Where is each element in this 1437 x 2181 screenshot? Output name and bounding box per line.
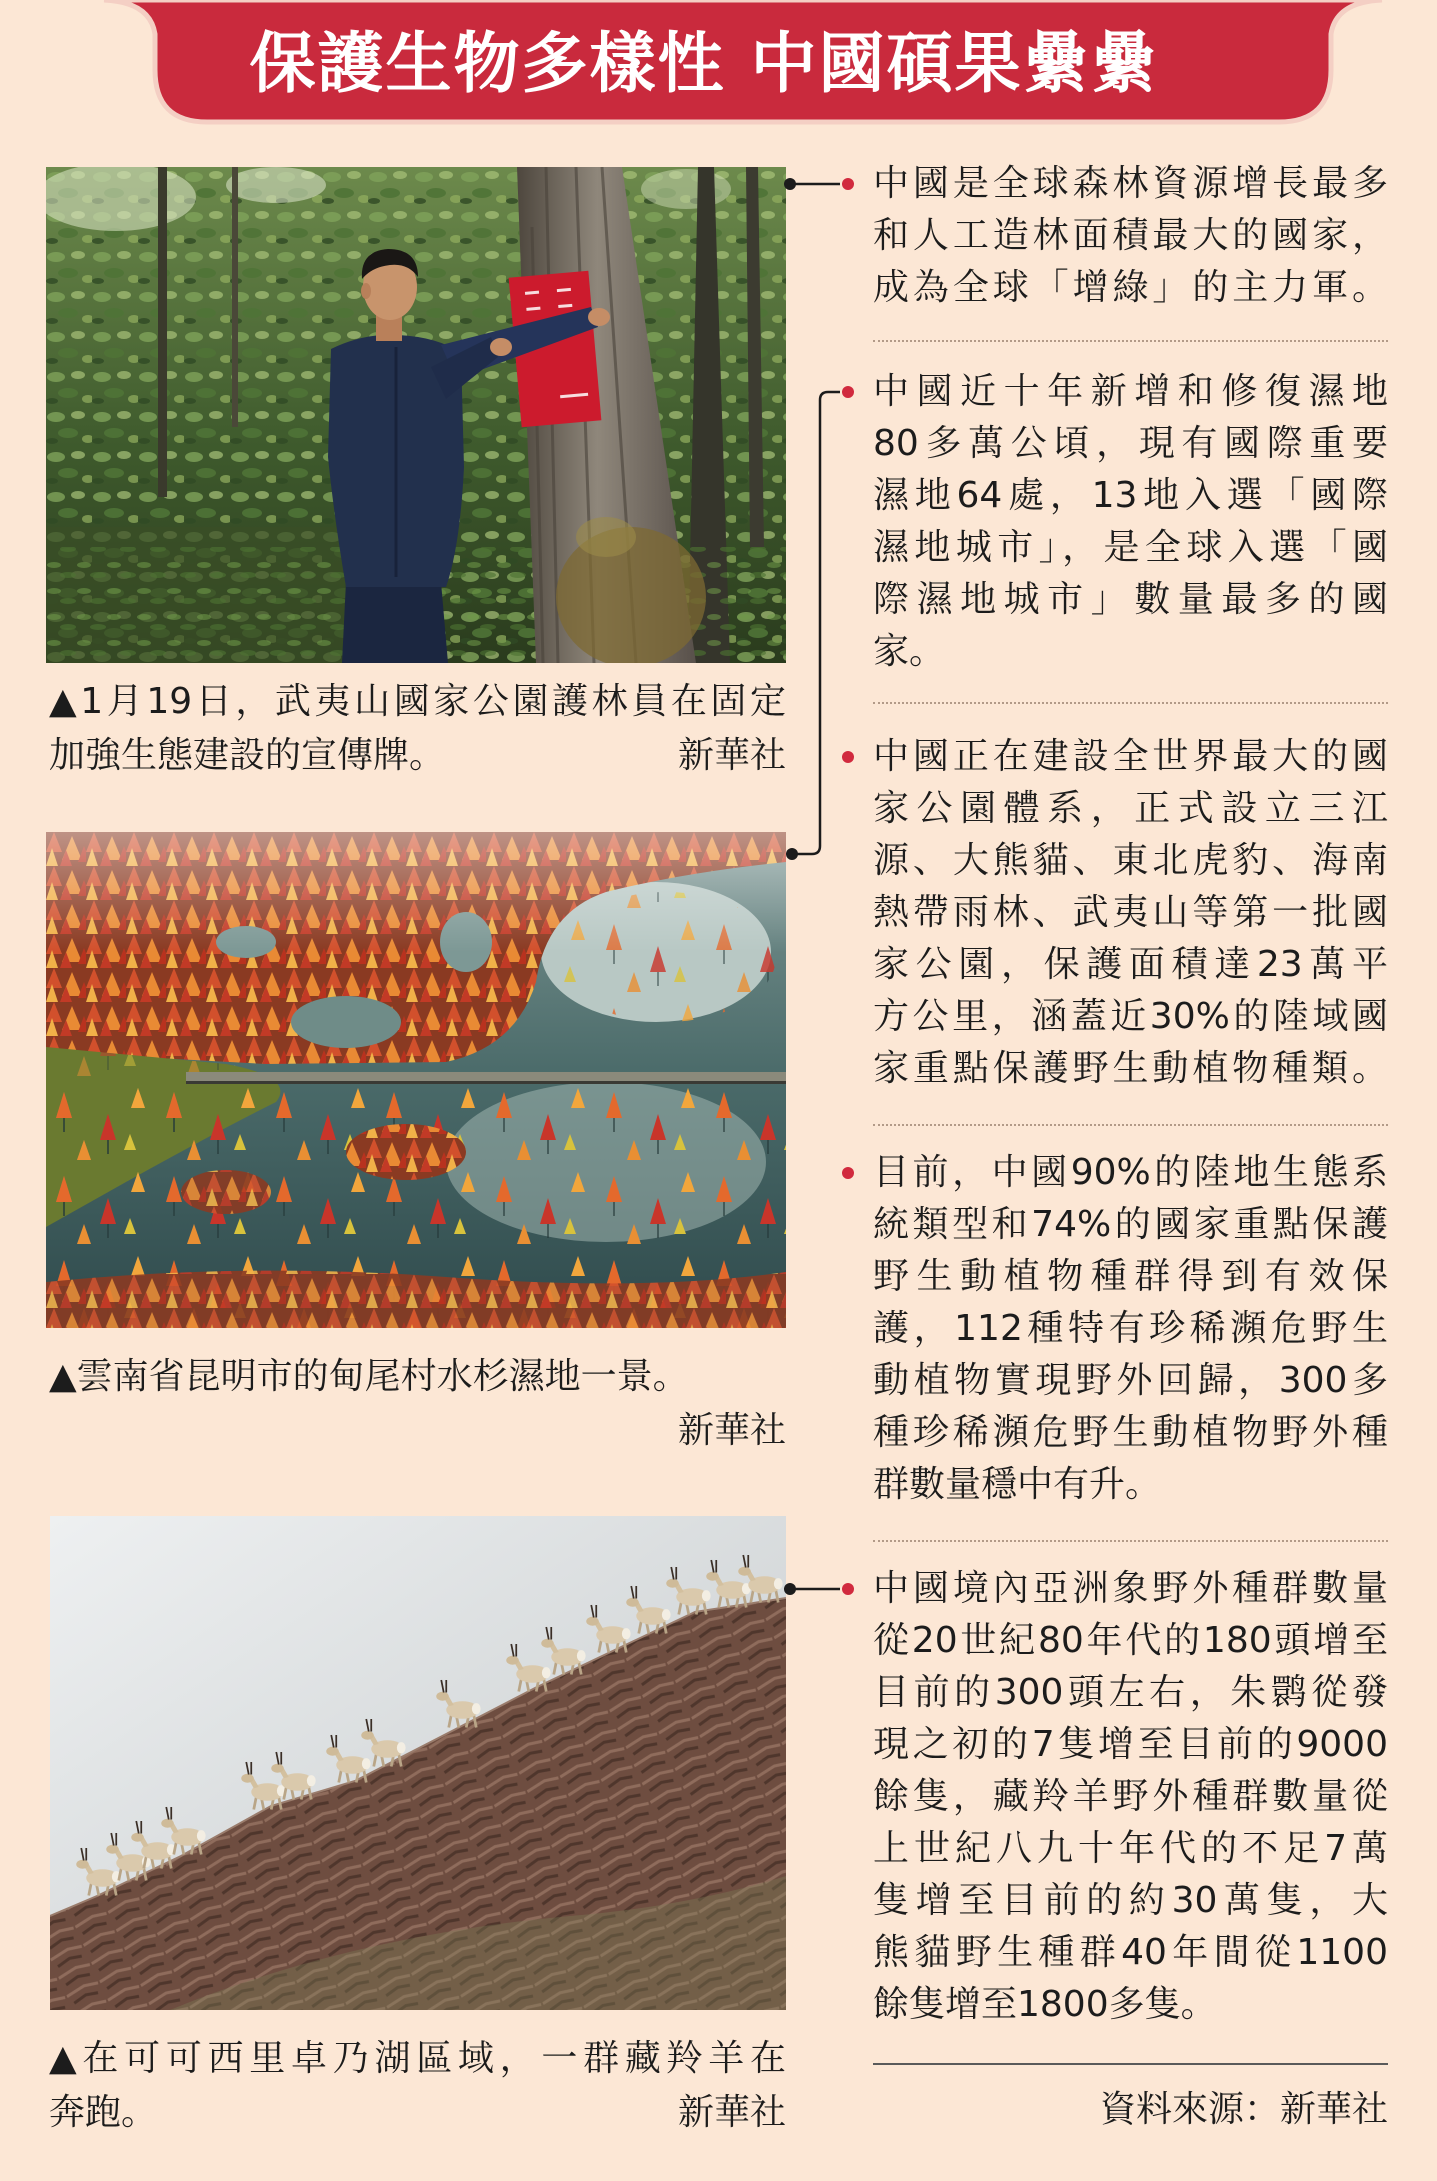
bullet-dot: [842, 1583, 854, 1595]
caption-line: 加強生態建設的宣傳牌。: [49, 735, 446, 776]
fact-line: 家。: [873, 631, 946, 672]
source-divider: [873, 2063, 1388, 2065]
fact-line: 方公里，涵蓋近30%的陸域國: [873, 996, 1388, 1037]
source-credit: 資料來源：新華社: [1099, 2089, 1388, 2130]
fact-line: 中國境內亞洲象野外種群數量: [873, 1568, 1388, 1609]
fact-line: 隻增至目前的約30萬隻，大: [873, 1880, 1388, 1921]
fact-line: 目前的300頭左右，朱鹮從發: [873, 1672, 1388, 1713]
caption-row: [49, 729, 786, 783]
caption-line: 奔跑。: [49, 2092, 158, 2133]
dotted-divider: [873, 1540, 1388, 1542]
dotted-divider: [873, 702, 1388, 704]
fact-line: 家重點保護野生動植物種類。: [873, 1048, 1388, 1089]
fact-line: 護，112種特有珍稀瀕危野生: [873, 1308, 1388, 1349]
fact-line: 家公園，保護面積達23萬平: [873, 944, 1388, 985]
fact-line: 家公園體系，正式設立三江: [873, 788, 1388, 829]
fact-line: 動植物實現野外回歸，300多: [873, 1360, 1388, 1401]
photo-caption: [49, 2032, 786, 2140]
dotted-divider: [873, 340, 1388, 342]
fact-line: 餘隻，藏羚羊野外種群數量從: [873, 1776, 1388, 1817]
fact-line: 中國近十年新增和修復濕地: [873, 371, 1388, 412]
caption-line: ▲1月19日，武夷山國家公園護林員在固定: [49, 681, 786, 722]
fact-line: 種珍稀瀕危野生動植物野外種: [873, 1412, 1388, 1453]
page-title: 保護生物多樣性 中國碩果纍纍: [249, 25, 1159, 102]
fact-line: 餘隻增至1800多隻。: [873, 1984, 1217, 2025]
photo-credit: 新華社: [677, 2092, 786, 2133]
fact-line: 和人工造林面積最大的國家，: [873, 215, 1388, 256]
fact-line: 統類型和74%的國家重點保護: [873, 1204, 1388, 1245]
fact-item: [873, 158, 1388, 314]
fact-item: [873, 1147, 1388, 1511]
fact-line: 際濕地城市」數量最多的國: [873, 579, 1388, 620]
bullet-dot: [842, 751, 854, 763]
fact-line: 從20世紀80年代的180頭增至: [873, 1620, 1388, 1661]
ranger-forest-photo: [46, 167, 786, 663]
photo-credit: 新華社: [677, 1410, 786, 1451]
photo-caption: [49, 675, 786, 783]
dotted-divider: [873, 1124, 1388, 1126]
fact-line: 源、大熊貓、東北虎豹、海南: [873, 840, 1388, 881]
fact-line: 上世紀八九十年代的不足7萬: [873, 1828, 1388, 1869]
fact-line: 濕地城市」，是全球入選「國: [873, 527, 1388, 568]
fact-item: [873, 731, 1388, 1095]
fact-line: 目前，中國90%的陸地生態系: [873, 1152, 1388, 1193]
fact-line: 成為全球「增綠」的主力軍。: [873, 267, 1388, 308]
fact-line: 熊貓野生種群40年間從1100: [873, 1932, 1388, 1973]
bullet-dot: [842, 178, 854, 190]
caption-row: [49, 2086, 786, 2140]
fact-item: [873, 1563, 1388, 2031]
caption-line: ▲在可可西里卓乃湖區域，一群藏羚羊在: [49, 2038, 786, 2079]
fact-line: 現之初的7隻增至目前的9000: [873, 1724, 1388, 1765]
caption-line: ▲雲南省昆明市的甸尾村水杉濕地一景。: [49, 1356, 689, 1397]
wetland-aerial-photo: [46, 832, 786, 1328]
photo-credit: 新華社: [677, 735, 786, 776]
fact-line: 80多萬公頃，現有國際重要: [873, 423, 1388, 464]
antelope-slope-photo: [50, 1516, 786, 2010]
bullet-dot: [842, 386, 854, 398]
fact-line: 野生動植物種群得到有效保: [873, 1256, 1388, 1297]
fact-line: 中國是全球森林資源增長最多: [873, 163, 1388, 204]
fact-line: 濕地64處，13地入選「國際: [873, 475, 1388, 516]
fact-line: 熱帶雨林、武夷山等第一批國: [873, 892, 1388, 933]
fact-item: [873, 366, 1388, 678]
bullet-dot: [842, 1167, 854, 1179]
fact-line: 中國正在建設全世界最大的國: [873, 736, 1388, 777]
fact-line: 群數量穩中有升。: [873, 1464, 1162, 1505]
photo-caption: [49, 1350, 786, 1458]
